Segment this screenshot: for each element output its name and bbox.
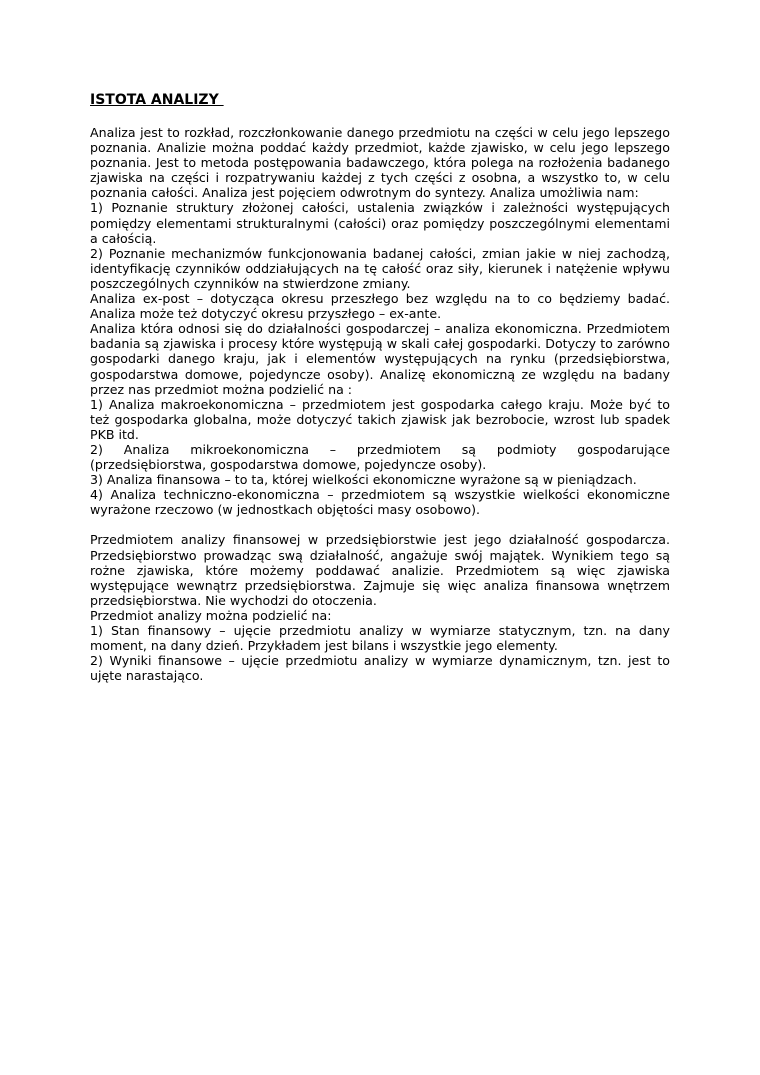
list-item-microeconomic: 2) Analiza mikroekonomiczna – przedmiotem są podmioty gospodarujące (przedsiębiorstwa, gospodarstwa domowe, pojedyncze osoby). xyxy=(90,441,670,473)
document-page xyxy=(90,91,670,683)
paragraph-spacer xyxy=(90,517,670,532)
list-item-macroeconomic: 1) Analiza makroekonomiczna – przedmiotem jest gospodarka całego kraju. Może być to też gospodarka globalna, może dotyczyć takich zjawisk jak bezrobocie, wzrost lub spadek PKB itd. xyxy=(90,396,670,442)
document-title: ISTOTA ANALIZY xyxy=(90,92,224,108)
section-financial-analysis xyxy=(90,532,670,683)
list-item-mechanisms: 2) Poznanie mechanizmów funkcjonowania badanej całości, zmian jakie w niej zachodzą, identyfikację czynników oddziałujących na tę całość oraz siły, kierunek i natężenie wpływu poszczególnych czynników na stwierdzone zmiany. xyxy=(90,245,670,291)
paragraph-subject-division: Przedmiot analizy można podzielić na: xyxy=(90,607,332,623)
paragraph-financial-subject: Przedmiotem analizy finansowej w przedsiębiorstwie jest jego działalność gospodarcza. Przedsiębiorstwo prowadząc swą działalność, angażuje swój majątek. Wynikiem tego są rożne zjawiska, które możemy poddawać analizie. Przedmiotem są więc zjawiska występujące wewnątrz przedsiębiorstwa. Zajmuje się więc analiza finansowa wnętrzem przedsiębiorstwa. Nie wychodzi do otoczenia. xyxy=(90,532,670,608)
paragraph-economic-analysis: Analiza która odnosi się do działalności gospodarczej – analiza ekonomiczna. Przedmiotem badania są zjawiska i procesy które występują w skali całej gospodarki. Dotyczy to zarówno gospodarki danego kraju, jak i elementów występujących na rynku (przedsiębiorstwa, gospodarstwa domowe, pojedyncze osoby). Analizę ekonomiczną ze względu na badany przez nas przedmiot można podzielić na : xyxy=(90,321,670,397)
paragraph-ex-post: Analiza ex-post – dotycząca okresu przeszłego bez względu na to co będziemy badać. Analiza może też dotyczyć okresu przyszłego – ex-ante. xyxy=(90,291,670,322)
list-item-technical-economic: 4) Analiza techniczno-ekonomiczna – przedmiotem są wszystkie wielkości ekonomiczne wyrażone rzeczowo (w jednostkach objętości masy osobowo). xyxy=(90,487,670,518)
list-item-financial-results: 2) Wyniki finansowe – ujęcie przedmiotu analizy w wymiarze dynamicznym, tzn. jest to ujęte narastająco. xyxy=(90,653,670,684)
list-item-financial: 3) Analiza finansowa – to ta, której wielkości ekonomiczne wyrażone są w pieniądzach. xyxy=(90,472,637,488)
section-analysis-definition xyxy=(90,125,670,517)
list-item-financial-state: 1) Stan finansowy – ujęcie przedmiotu analizy w wymiarze statycznym, tzn. na dany moment, na dany dzień. Przykładem jest bilans i wszystkie jego elementy. xyxy=(90,623,670,654)
list-item-structure: 1) Poznanie struktury złożonej całości, ustalenia związków i zależności występujących pomiędzy elementami strukturalnymi (całości) oraz pomiędzy poszczególnymi elementami a całością. xyxy=(90,200,670,246)
paragraph-definition: Analiza jest to rozkład, rozczłonkowanie danego przedmiotu na części w celu jego lepszego poznania. Analizie można poddać każdy przedmiot, każde zjawisko, w celu jego lepszego poznania. Jest to metoda postępowania badawczego, która polega na rozłożenia badanego zjawiska na części i rozpatrywaniu każdej z tych części z osobna, a wszystko to, w celu poznania całości. Analiza jest pojęciem odwrotnym do syntezy. Analiza umożliwia nam: xyxy=(90,125,670,201)
